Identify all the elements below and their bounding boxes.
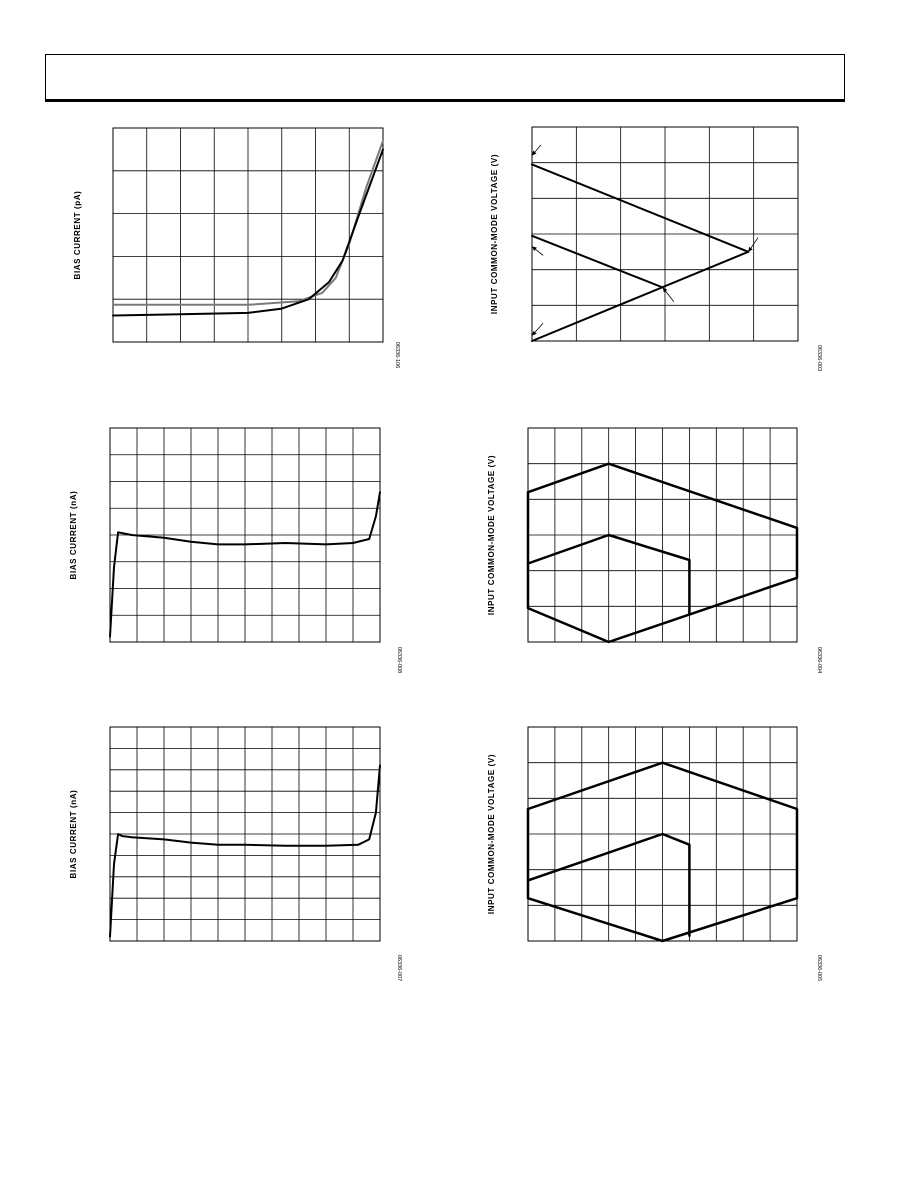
y-axis-label: INPUT COMMON-MODE VOLTAGE (V)	[487, 454, 496, 616]
y-axis-label: BIAS CURRENT (pA)	[73, 190, 82, 280]
series-line-3	[532, 236, 663, 288]
chart-2	[490, 127, 822, 371]
figure-id: 06336-003	[816, 344, 822, 372]
figure-id: 06336-008	[396, 646, 402, 674]
y-axis-label: INPUT COMMON-MODE VOLTAGE (V)	[487, 753, 496, 915]
figure-id: 06336-005	[816, 954, 822, 982]
y-axis-label: BIAS CURRENT (nA)	[69, 789, 78, 879]
arrowhead-icon	[748, 247, 752, 252]
series-line-1	[532, 164, 748, 251]
chart-4	[487, 428, 822, 673]
series-line-2	[532, 252, 748, 341]
y-axis-label: BIAS CURRENT (nA)	[69, 490, 78, 580]
y-axis-label: INPUT COMMON-MODE VOLTAGE (V)	[490, 153, 499, 315]
figure-id: 06336-007	[396, 954, 402, 982]
figure-id: 06336-004	[816, 646, 822, 674]
chart-3	[69, 428, 402, 673]
chart-6	[487, 727, 822, 981]
chart-5	[69, 727, 402, 981]
chart-1	[73, 128, 400, 368]
figure-id: 06336-106	[394, 341, 400, 369]
